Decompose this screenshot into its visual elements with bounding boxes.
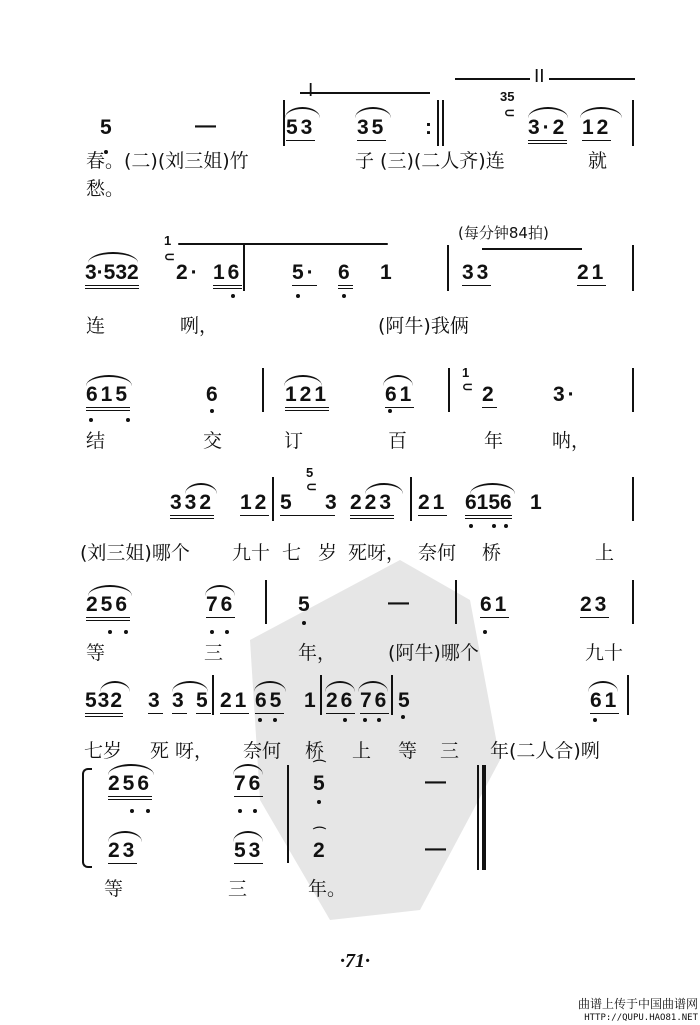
lyric: 三 xyxy=(204,642,224,664)
lyric: 奈何 xyxy=(418,542,457,564)
footer-site-name: 曲谱上传于中国曲谱网 xyxy=(577,997,698,1011)
note-group: 53 xyxy=(286,116,316,139)
lyric: (阿牛)我俩 xyxy=(378,315,469,337)
lyric: 愁。 xyxy=(86,178,125,200)
lyric: (刘三姐)哪个 xyxy=(80,542,190,564)
lyric: 死呀， xyxy=(348,542,406,564)
lyric: 三 xyxy=(440,740,460,762)
note-group: 65 xyxy=(255,689,285,712)
barline xyxy=(448,368,450,412)
note: 6 xyxy=(338,261,353,289)
barline xyxy=(410,477,412,521)
low-octave-dot xyxy=(343,718,347,722)
note-group: 23 xyxy=(108,839,138,862)
barline xyxy=(627,675,629,715)
lyric: 连 xyxy=(86,315,106,337)
lyric: 三 xyxy=(228,878,248,900)
lyric: 等 xyxy=(86,642,106,664)
lyric: 百 xyxy=(388,430,408,452)
note-group: 76 xyxy=(206,593,236,616)
barline xyxy=(632,477,634,521)
lyric: 上 xyxy=(352,740,372,762)
note-group: 76 xyxy=(234,772,264,795)
note-group: 12 xyxy=(582,116,612,139)
note: 1 xyxy=(380,261,395,284)
barline xyxy=(632,368,634,412)
low-octave-dot xyxy=(146,809,150,813)
double-barline xyxy=(437,100,439,146)
lyric: (阿牛)哪个 xyxy=(388,642,479,664)
note-group: 6156 xyxy=(465,491,512,519)
low-octave-dot xyxy=(238,809,242,813)
fermata-icon: ⌒ xyxy=(313,826,327,841)
dash: — xyxy=(388,591,412,614)
low-octave-dot xyxy=(108,630,112,634)
grace-note: 5 xyxy=(306,465,314,480)
slur-long xyxy=(178,243,388,245)
barline xyxy=(632,580,634,624)
final-barline-thick xyxy=(482,765,486,870)
lyric: 年， xyxy=(298,642,337,664)
low-octave-dot xyxy=(89,418,93,422)
lyric: 等 xyxy=(104,878,124,900)
note-group: 26 xyxy=(326,689,356,712)
low-octave-dot xyxy=(388,409,392,413)
note-group: 61 xyxy=(480,593,510,616)
barline xyxy=(447,245,449,291)
dash: — xyxy=(425,837,449,860)
low-octave-dot xyxy=(296,294,300,298)
low-octave-dot xyxy=(492,524,496,528)
low-octave-dot xyxy=(317,800,321,804)
barline xyxy=(391,675,393,715)
lyric: 岁 xyxy=(318,542,338,564)
lyric: 呐， xyxy=(552,430,591,452)
lyric: 年 xyxy=(484,430,504,452)
double-barline xyxy=(442,100,444,146)
lyric: 交 xyxy=(203,430,223,452)
grace-note: 1 xyxy=(164,233,172,248)
lyric: 咧， xyxy=(180,315,219,337)
note-group: 12 xyxy=(240,491,270,514)
note: 1 xyxy=(304,689,319,712)
lyric: 奈何 xyxy=(243,740,282,762)
note-group: 35 xyxy=(357,116,387,139)
note: 2 xyxy=(482,383,497,406)
note: 1 xyxy=(530,491,545,514)
low-octave-dot xyxy=(210,630,214,634)
low-octave-dot xyxy=(124,630,128,634)
note: 3 xyxy=(148,689,163,712)
final-barline-thin xyxy=(477,765,479,870)
note: 2 xyxy=(313,839,328,862)
lyric: 就 xyxy=(588,150,608,172)
footer-url: HTTP://QUPU.HAO81.NET xyxy=(584,1013,698,1023)
low-octave-dot xyxy=(401,715,405,719)
note-group: 3·2 xyxy=(528,116,567,144)
barline xyxy=(632,100,634,146)
note-group: 76 xyxy=(360,689,390,712)
note-group: 33 xyxy=(462,261,492,284)
note: 5· xyxy=(292,261,317,284)
note-group: 256 xyxy=(108,772,152,800)
note: 6 xyxy=(206,383,221,406)
note: 5 xyxy=(196,689,211,712)
lyric: 年。 xyxy=(308,878,347,900)
lyric: 桥 xyxy=(305,740,325,762)
low-octave-dot xyxy=(130,809,134,813)
lyric: 桥 xyxy=(482,542,502,564)
note-group: 61 xyxy=(590,689,620,712)
low-octave-dot xyxy=(253,809,257,813)
note-group: 532 xyxy=(85,689,123,717)
low-octave-dot xyxy=(225,630,229,634)
barline xyxy=(265,580,267,624)
note-group: 332 xyxy=(170,491,214,519)
lyric: 呀， xyxy=(175,740,214,762)
lyric: 年(二人合)咧 xyxy=(490,740,600,762)
note-group: 615 xyxy=(86,383,130,411)
note: 2· xyxy=(176,261,201,284)
low-octave-dot xyxy=(231,294,235,298)
note: 3· xyxy=(553,383,578,406)
note-group: 3·532 xyxy=(85,261,139,289)
volta-1-label: I xyxy=(308,80,314,101)
volta-2-label: II xyxy=(530,68,549,86)
lyric: 九十 xyxy=(232,542,271,564)
grace-note: 35 xyxy=(500,89,515,104)
note: 3 xyxy=(172,689,187,712)
lyric: 上 xyxy=(595,542,615,564)
low-octave-dot xyxy=(258,718,262,722)
page-number: ·71· xyxy=(340,950,370,972)
lyric: 订 xyxy=(284,430,304,452)
lyric: 七岁 xyxy=(84,740,123,762)
note-group: 53 xyxy=(234,839,264,862)
slur-long xyxy=(482,248,582,250)
grace-hook-icon: ⊂ xyxy=(504,105,515,120)
note-group: 61 xyxy=(385,383,415,406)
barline xyxy=(320,675,322,715)
note-group: 23 xyxy=(580,593,610,616)
note: 5 xyxy=(398,689,413,712)
system-bracket xyxy=(82,768,92,868)
note-group: 16 xyxy=(213,261,242,289)
note: 3 xyxy=(325,491,340,514)
low-octave-dot xyxy=(342,294,346,298)
dash: — xyxy=(425,770,449,793)
barline xyxy=(212,675,214,715)
low-octave-dot xyxy=(504,524,508,528)
lyric: 死 xyxy=(150,740,170,762)
note-group: 21 xyxy=(418,491,448,514)
note-group: 256 xyxy=(86,593,130,621)
barline xyxy=(272,477,274,521)
repeat-sign: : xyxy=(425,116,435,139)
volta-1-line xyxy=(300,92,430,94)
low-octave-dot xyxy=(126,418,130,422)
barline xyxy=(243,245,245,291)
dash: — xyxy=(195,114,219,137)
note-group: 21 xyxy=(577,261,607,284)
note: 5 xyxy=(280,491,335,516)
lyric: 子 (三)(二人齐)连 xyxy=(355,150,505,172)
low-octave-dot xyxy=(363,718,367,722)
barline xyxy=(287,765,289,863)
lyric: 结 xyxy=(86,430,106,452)
low-octave-dot xyxy=(273,718,277,722)
grace-note: 1 xyxy=(462,365,470,380)
barline xyxy=(262,368,264,412)
barline xyxy=(632,245,634,291)
low-octave-dot xyxy=(469,524,473,528)
note: 5 xyxy=(100,116,115,139)
grace-hook-icon: ⊂ xyxy=(306,479,317,494)
note-group: 21 xyxy=(220,689,250,712)
lyric: 春。(二)(刘三姐)竹 xyxy=(86,150,249,172)
note-group: 223 xyxy=(350,491,394,519)
note-group: 121 xyxy=(285,383,329,411)
barline xyxy=(455,580,457,624)
tempo-marking: (每分钟84拍) xyxy=(458,224,549,242)
lyric: 九十 xyxy=(585,642,624,664)
lyric: 等 xyxy=(398,740,418,762)
grace-hook-icon: ⊂ xyxy=(462,379,473,394)
note: 5 xyxy=(298,593,313,616)
low-octave-dot xyxy=(377,718,381,722)
low-octave-dot xyxy=(302,621,306,625)
low-octave-dot xyxy=(210,409,214,413)
lyric: 七 xyxy=(282,542,302,564)
low-octave-dot xyxy=(483,630,487,634)
barline xyxy=(283,100,285,146)
note: 5 xyxy=(313,772,328,795)
fermata-icon: ⌒ xyxy=(313,759,327,774)
low-octave-dot xyxy=(593,718,597,722)
grace-hook-icon: ⊂ xyxy=(164,249,175,264)
